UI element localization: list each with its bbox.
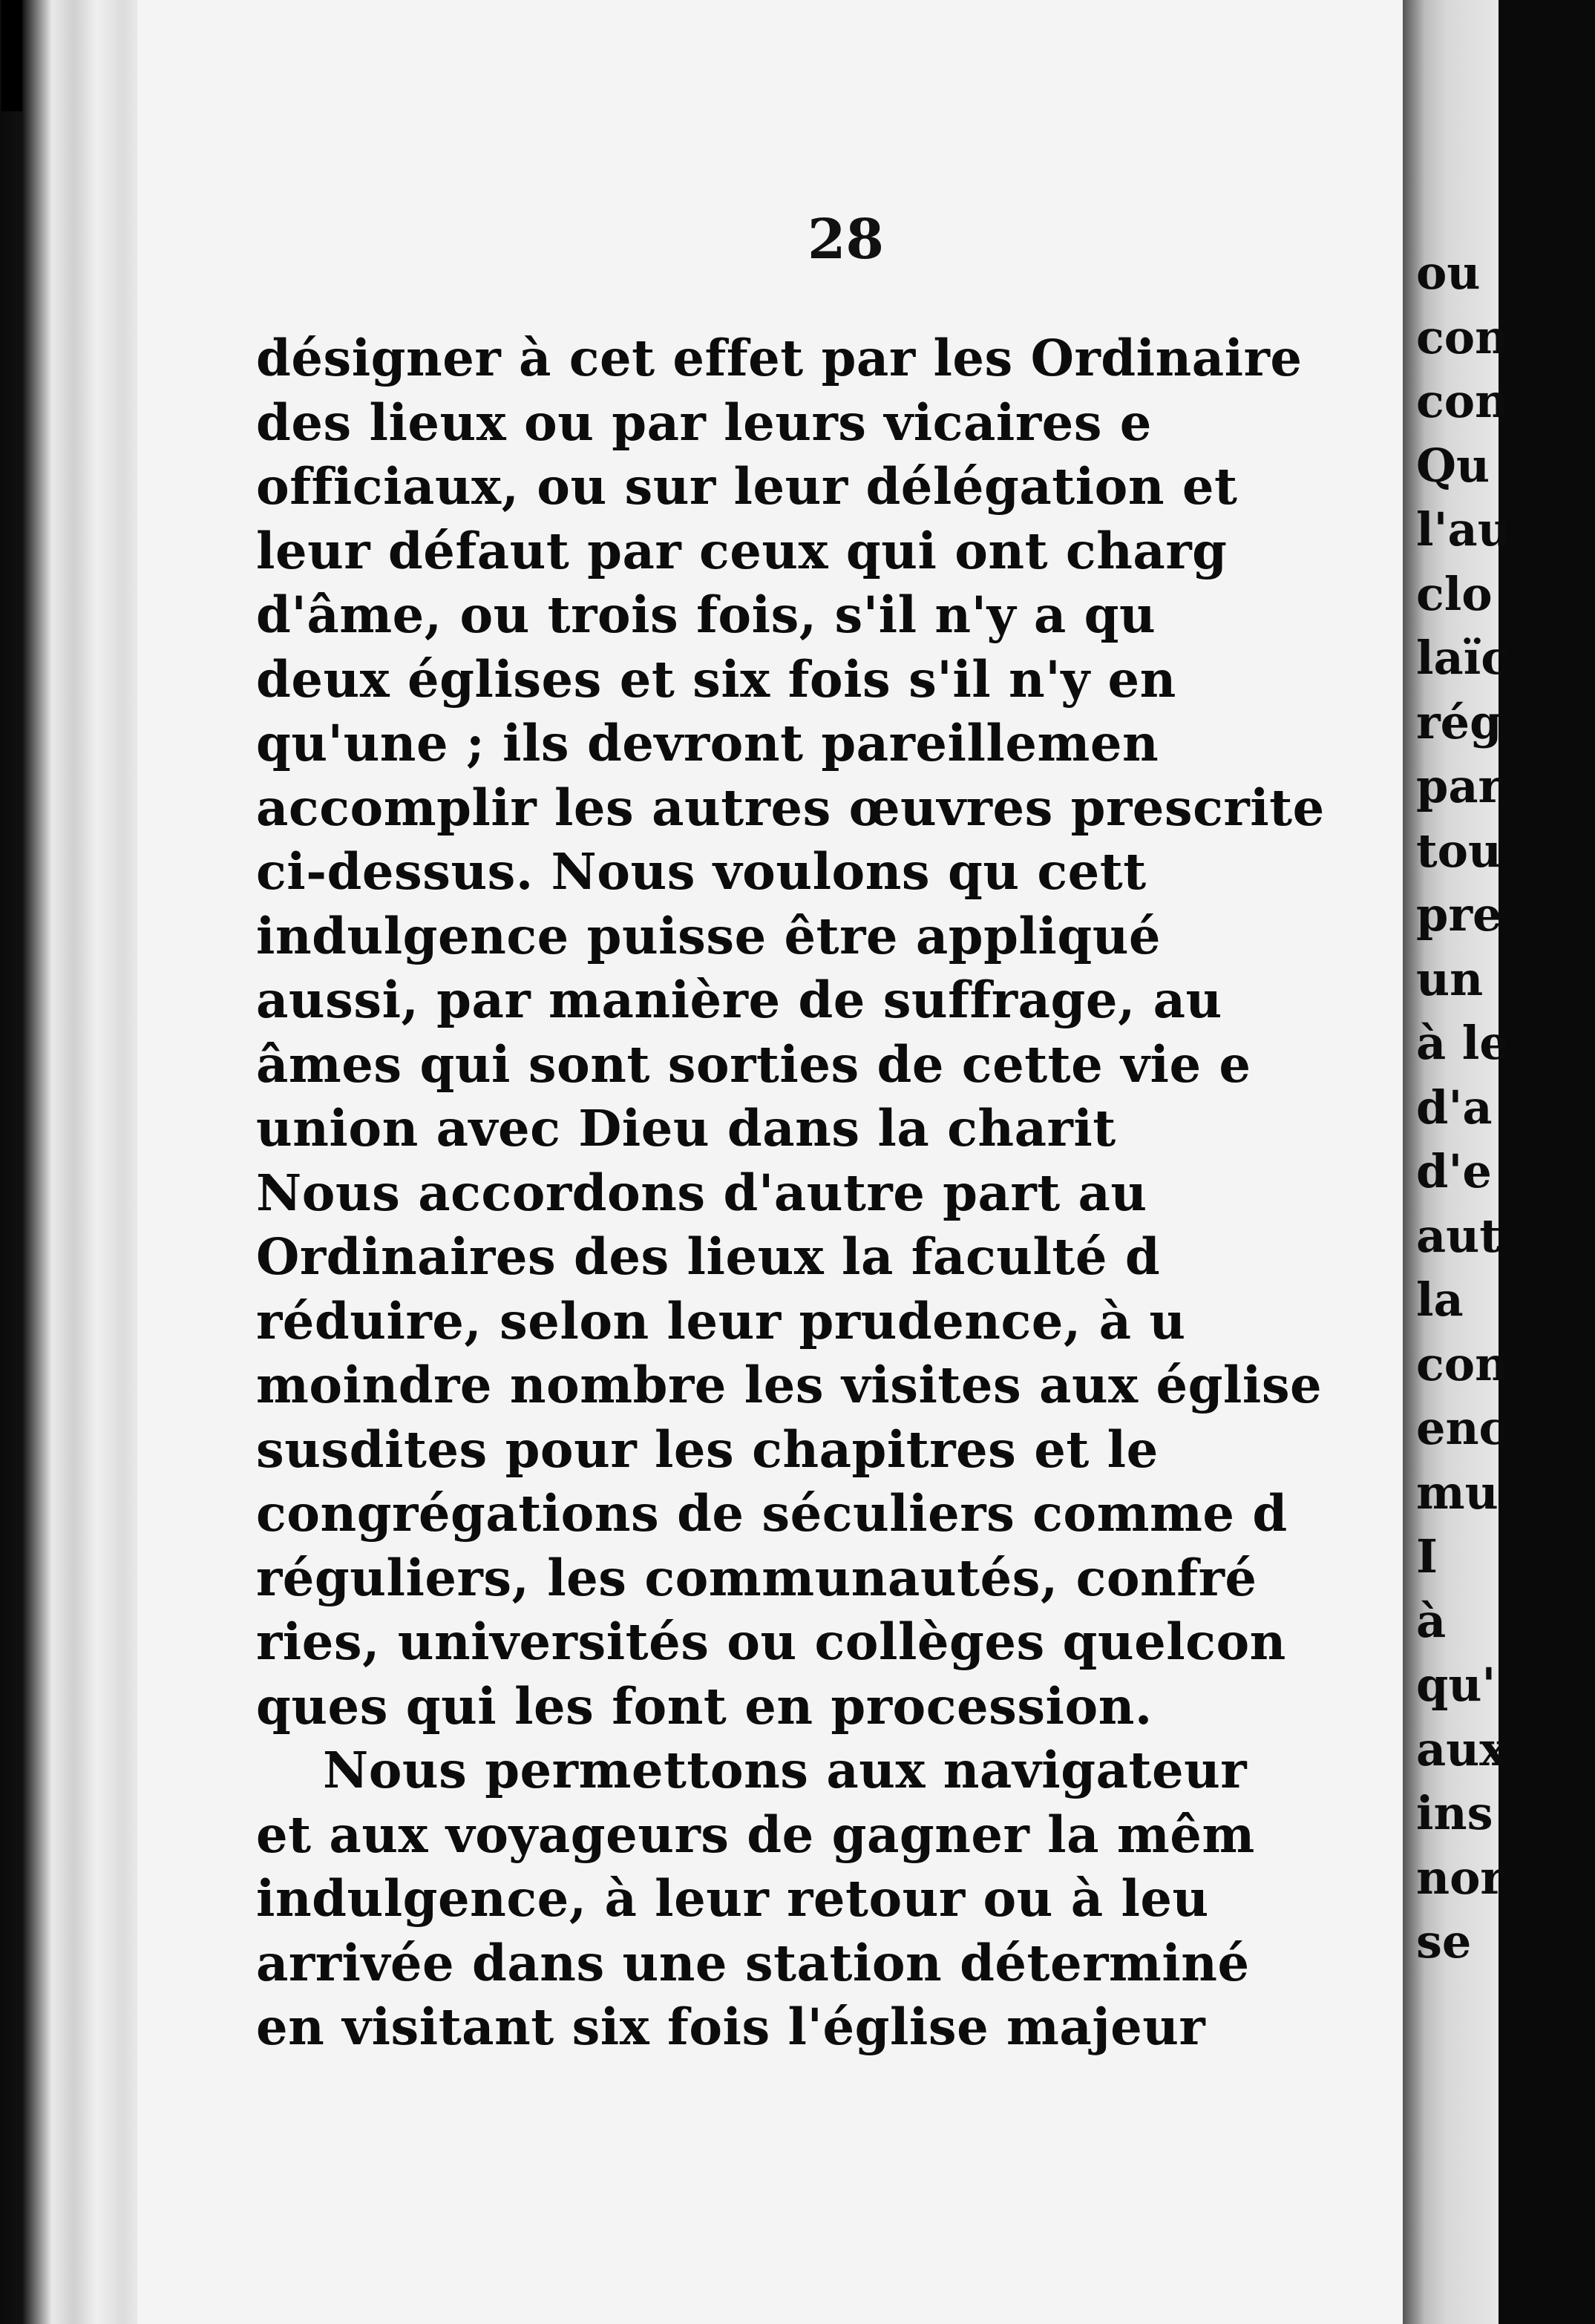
text-line: susdites pour les chapitres et le	[256, 1419, 1159, 1479]
text-line: en visitant six fois l'église majeur	[256, 1998, 1206, 2056]
text-line: union avec Dieu dans la charit	[256, 1099, 1116, 1158]
text-line: Ordinaires des lieux la faculté d	[256, 1227, 1161, 1286]
text-line: arrivée dans une station déterminé	[256, 1933, 1250, 1992]
next-page-fragment: pre	[1416, 887, 1502, 942]
next-page-fragment: par	[1416, 759, 1503, 813]
next-page-fragment: con	[1416, 374, 1509, 428]
next-page-fragment: la	[1416, 1273, 1464, 1327]
text-line: ques qui les font en procession.	[256, 1676, 1153, 1736]
next-page-fragment: un	[1416, 951, 1484, 1006]
next-page-fragment: mu	[1416, 1465, 1499, 1520]
text-line: congrégations de séculiers comme d	[256, 1484, 1288, 1543]
next-page-fragment: à le	[1416, 1016, 1509, 1070]
text-line: qu'une ; ils devront pareillemen	[256, 714, 1159, 772]
next-page-fragment: clo	[1416, 566, 1493, 621]
text-line: accomplir les autres œuvres prescrite	[256, 778, 1325, 837]
text-line: indulgence puisse être appliqué	[256, 906, 1162, 965]
text-line: officiaux, ou sur leur délégation et	[256, 457, 1238, 516]
text-line: d'âme, ou trois fois, s'il n'y a qu	[256, 585, 1156, 644]
next-page-fragment: d'a	[1416, 1080, 1493, 1135]
text-line: deux églises et six fois s'il n'y en	[256, 649, 1176, 709]
text-line: indulgence, à leur retour ou à leu	[256, 1869, 1209, 1928]
next-page-fragment: nor	[1416, 1850, 1505, 1905]
text-line: réguliers, les communautés, confré	[256, 1548, 1257, 1607]
next-page-fragment: enc	[1416, 1401, 1507, 1455]
text-line: et aux voyageurs de gagner la mêm	[256, 1805, 1255, 1864]
next-page-fragment: con	[1416, 309, 1509, 364]
text-line: Nous accordons d'autre part au	[256, 1163, 1147, 1222]
next-page-fragment: tou	[1416, 823, 1502, 878]
text-line: ci-dessus. Nous voulons qu cett	[256, 842, 1147, 901]
next-page-fragment: ins	[1416, 1786, 1493, 1840]
next-page-fragment: Qu	[1416, 438, 1490, 493]
next-page-fragment: l'au	[1416, 502, 1511, 557]
text-line: ries, universités ou collèges quelcon	[256, 1612, 1286, 1671]
next-page-edge	[1403, 0, 1511, 2324]
next-page-fragment: d'e	[1416, 1144, 1492, 1198]
next-page-fragment: se	[1416, 1914, 1472, 1969]
text-line: aussi, par manière de suffrage, au	[256, 971, 1222, 1029]
text-line: réduire, selon leur prudence, à u	[256, 1291, 1186, 1350]
page-number: 28	[808, 208, 884, 272]
next-page-fragment: ou	[1416, 246, 1481, 300]
text-line: moindre nombre les visites aux église	[256, 1356, 1323, 1414]
next-page-fragment: rég	[1416, 695, 1502, 749]
next-page-fragment: aux	[1416, 1721, 1507, 1776]
text-line: âmes qui sont sorties de cette vie e	[256, 1034, 1251, 1094]
text-line: désigner à cet effet par les Ordinaire	[256, 329, 1303, 387]
page-text	[256, 326, 1403, 2092]
left-page-edge	[0, 0, 148, 2324]
next-page-fragment: I	[1416, 1529, 1438, 1583]
text-line: des lieux ou par leurs vicaires e	[256, 393, 1152, 452]
next-page-text	[1416, 246, 1535, 1975]
next-page-fragment: à	[1416, 1593, 1447, 1648]
next-page-fragment: aut	[1416, 1208, 1501, 1263]
next-page-fragment: laïc	[1416, 631, 1510, 685]
text-line: leur défaut par ceux qui ont charg	[256, 521, 1228, 580]
next-page-fragment: con	[1416, 1336, 1509, 1391]
binding-mark	[1, 0, 22, 111]
next-page-fragment: qu'	[1416, 1658, 1496, 1712]
text-line: Nous permettons aux navigateur	[323, 1741, 1248, 1799]
